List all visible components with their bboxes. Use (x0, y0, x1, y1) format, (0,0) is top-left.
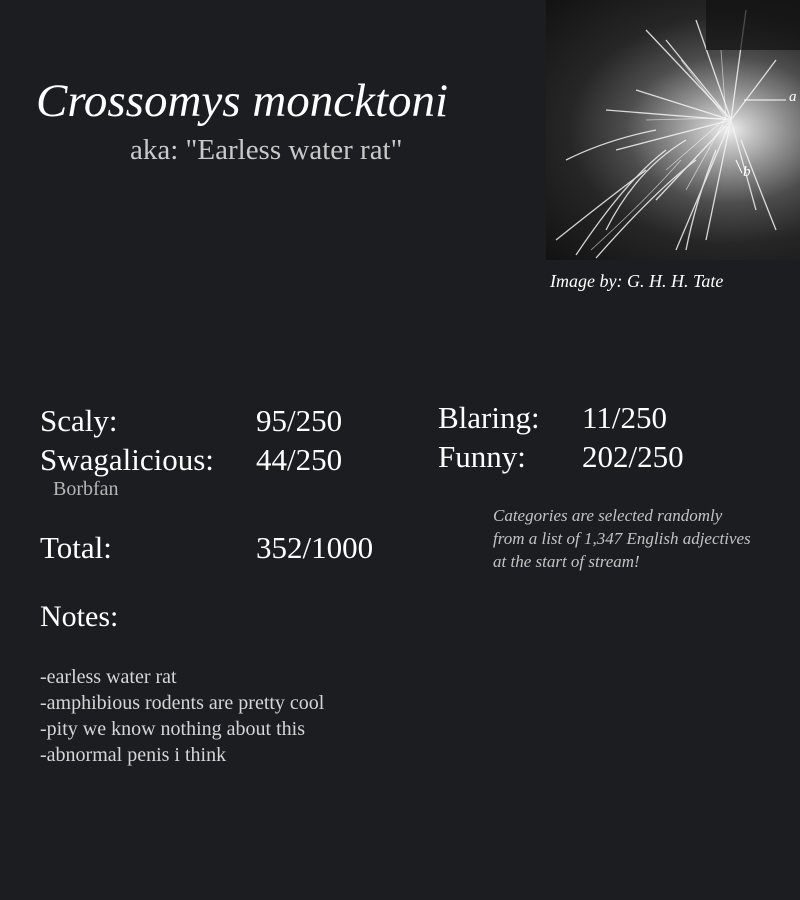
score-label-scaly: Scaly: (40, 403, 118, 438)
score-value-funny: 202/250 (582, 439, 684, 474)
category-note: Categories are selected randomly from a list of 1,347 English adjectives at the start of stream! (493, 506, 751, 571)
notes-list (40, 664, 324, 768)
score-label-swagalicious: Swagalicious: (40, 442, 214, 477)
image-credit: Image by: G. H. H. Tate (550, 271, 724, 291)
note-item: -earless water rat (40, 666, 177, 688)
figure-label-a: a (789, 89, 797, 105)
score-attribution: Borbfan (53, 478, 119, 500)
figure-label-b: b (743, 164, 751, 180)
score-label-blaring: Blaring: (438, 400, 540, 435)
species-common-name: aka: "Earless water rat" (130, 134, 403, 166)
notes-title: Notes: (40, 600, 119, 633)
fur-illustration (546, 0, 800, 260)
total-value: 352/1000 (256, 530, 374, 565)
note-item: -amphibious rodents are pretty cool (40, 692, 325, 714)
species-name: Crossomys moncktoni (36, 75, 449, 127)
total-label: Total: (40, 530, 112, 565)
note-item: -abnormal penis i think (40, 744, 227, 766)
score-value-blaring: 11/250 (582, 400, 667, 435)
score-value-scaly: 95/250 (256, 403, 343, 438)
score-label-funny: Funny: (438, 439, 526, 474)
note-item: -pity we know nothing about this (40, 718, 305, 740)
specimen-photo (546, 0, 800, 260)
score-value-swagalicious: 44/250 (256, 442, 343, 477)
